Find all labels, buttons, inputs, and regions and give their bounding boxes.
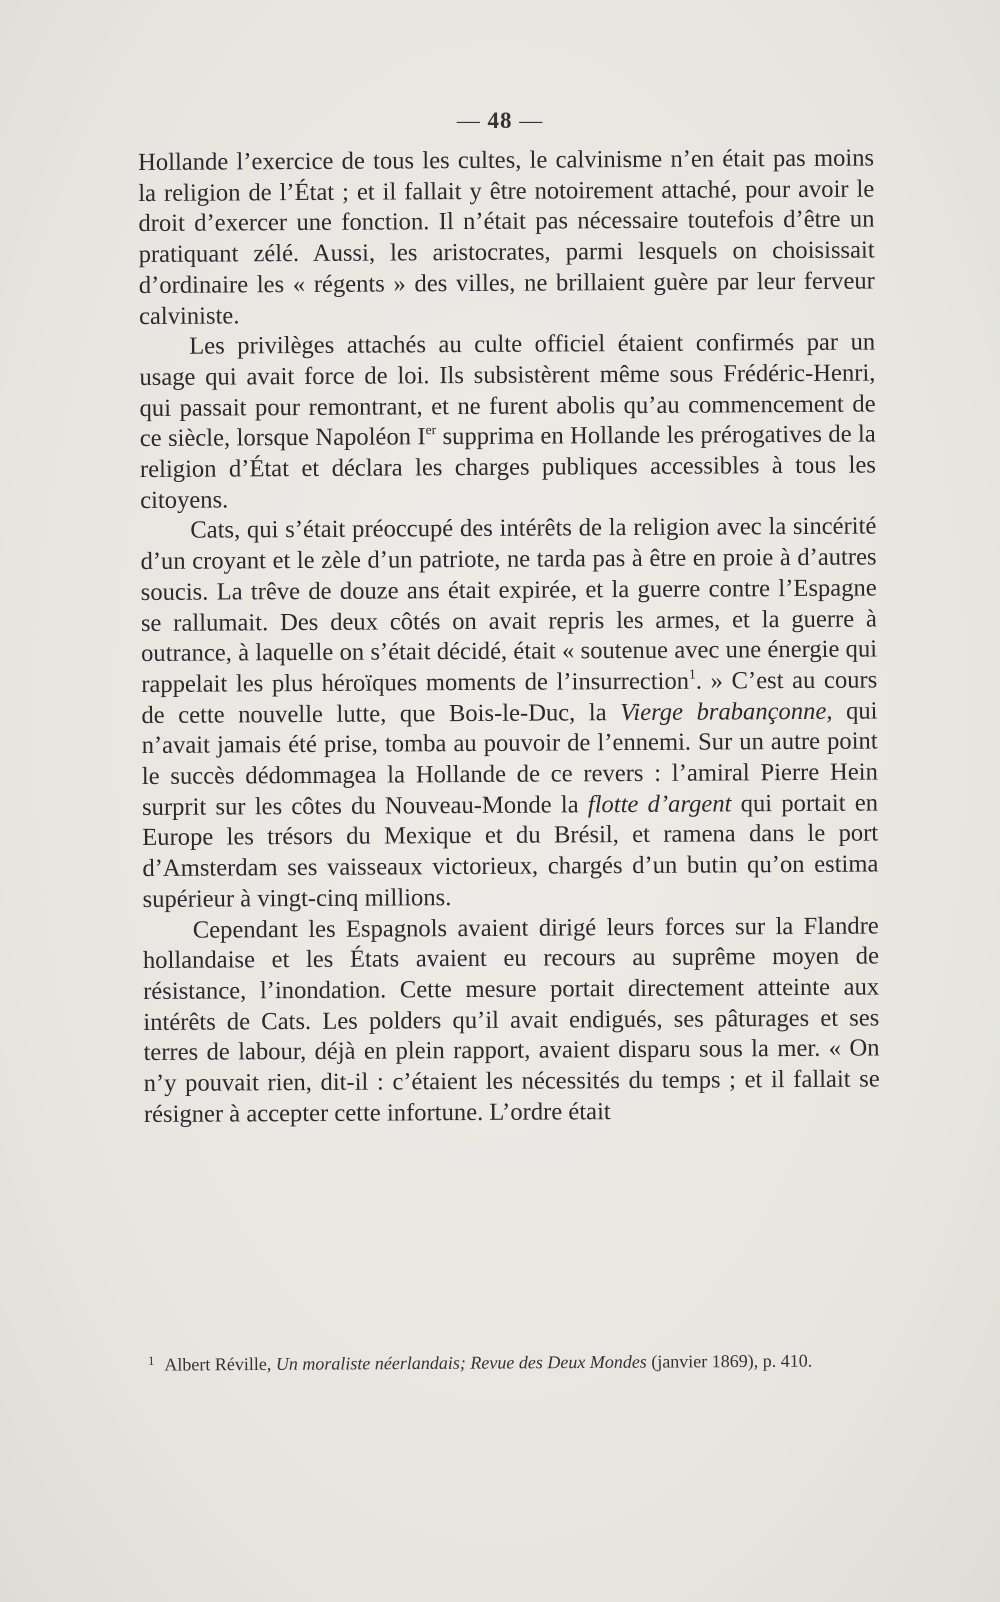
footnote-marker: 1 (148, 1353, 155, 1368)
paragraph-2-text-b: supprima en Hollande les prérogatives de la religion d’État et déclara les charges publiques accessibles à tous les citoyens. (139, 420, 877, 514)
paragraph-4: Cependant les Espagnols avaient dirigé leurs forces sur la Flandre hollandaise et les États avaient eu recours au suprême moyen de résistance, l’inondation. Cette mesure portait directement atteinte aux intérêts de Cats. Les polders qu’il avait endigués, ses pâturages et ses terres de labour, déjà en plein rapport, avaient disparu sous la mer. « On n’y pouvait rien, dit-il : c’étaient les nécessités du temps ; et il fallait se résigner à accepter cette infortune. L’ordre était (142, 912, 880, 1128)
page-number-dash-right: — (519, 108, 544, 133)
footnote-author: Albert Réville, (164, 1353, 276, 1375)
page-number (0, 108, 1000, 134)
footnote-rest: (janvier 1869), p. 410. (646, 1350, 813, 1372)
paragraph-3-italic-vierge: Vierge brabançonne, (620, 697, 833, 726)
paragraph-3-text-c: qui n’avait jamais été prise, tomba au pouvoir de l’ennemi. Sur un autre point le succès dédommagea la Hollande de ce revers : l’amiral Pierre Hein surprit sur les côtes du Nouveau-Monde la (141, 697, 878, 821)
footnote-reference: 1 (688, 666, 696, 682)
body-text (138, 144, 880, 1131)
paragraph-3 (140, 512, 878, 916)
page-number-dash-left: — (456, 108, 481, 133)
napoleon-ordinal: er (425, 422, 437, 438)
page-number-value: 48 (487, 108, 513, 133)
footnote-text (148, 1345, 878, 1377)
footnote (148, 1345, 878, 1377)
paragraph-3-text-d: qui portait en Europe les trésors du Mexique et du Brésil, et ramena dans le port d’Amsterdam ses vaisseaux victorieux, chargés d’un butin qu’on estima supérieur à vingt-cinq millions. (142, 789, 879, 913)
paragraph-3-italic-flotte: flotte d’argent (587, 790, 732, 819)
paragraph-3-text-a: Cats, qui s’était préoccupé des intérêts de la religion avec la sincérité d’un croyant et le zèle d’un patriote, ne tarda pas à être en proie à d’autres soucis. La trêve de douze ans était expirée, et la guerre contre l’Espagne se rallumait. Des deux côtés on avait repris les armes, et la guerre à outrance, à laquelle on s’était décidé, était « soutenue avec une énergie qui rappelait les plus héroïques moments de l’insurrection (140, 512, 878, 698)
paragraph-2 (139, 328, 876, 517)
paragraph-2-text-a: Les privilèges attachés au culte officiel étaient confirmés par un usage qui avait force de loi. Ils subsistèrent même sous Frédéric-Henri, qui passait pour remontrant, et ne furent abolis qu’au commencement de ce siècle, lorsque Napoléon I (139, 328, 876, 453)
footnote-title: Un moraliste néerlandais; Revue des Deux Mondes (275, 1351, 647, 1374)
paragraph-3-text-b: . » C’est au cours de cette nouvelle lutte, que Bois-le-Duc, la (141, 666, 878, 729)
paragraph-1: Hollande l’exercice de tous les cultes, le calvinisme n’en était pas moins la religion de l’État ; et il fallait y être notoirement attaché, pour avoir le droit d’exercer une fonction. Il n’était pas nécessaire toutefois d’être un pratiquant zélé. Aussi, les aristocrates, parmi lesquels on choisissait d’ordinaire les « régents » des villes, ne brillaient guère par leur ferveur calviniste. (138, 144, 875, 330)
